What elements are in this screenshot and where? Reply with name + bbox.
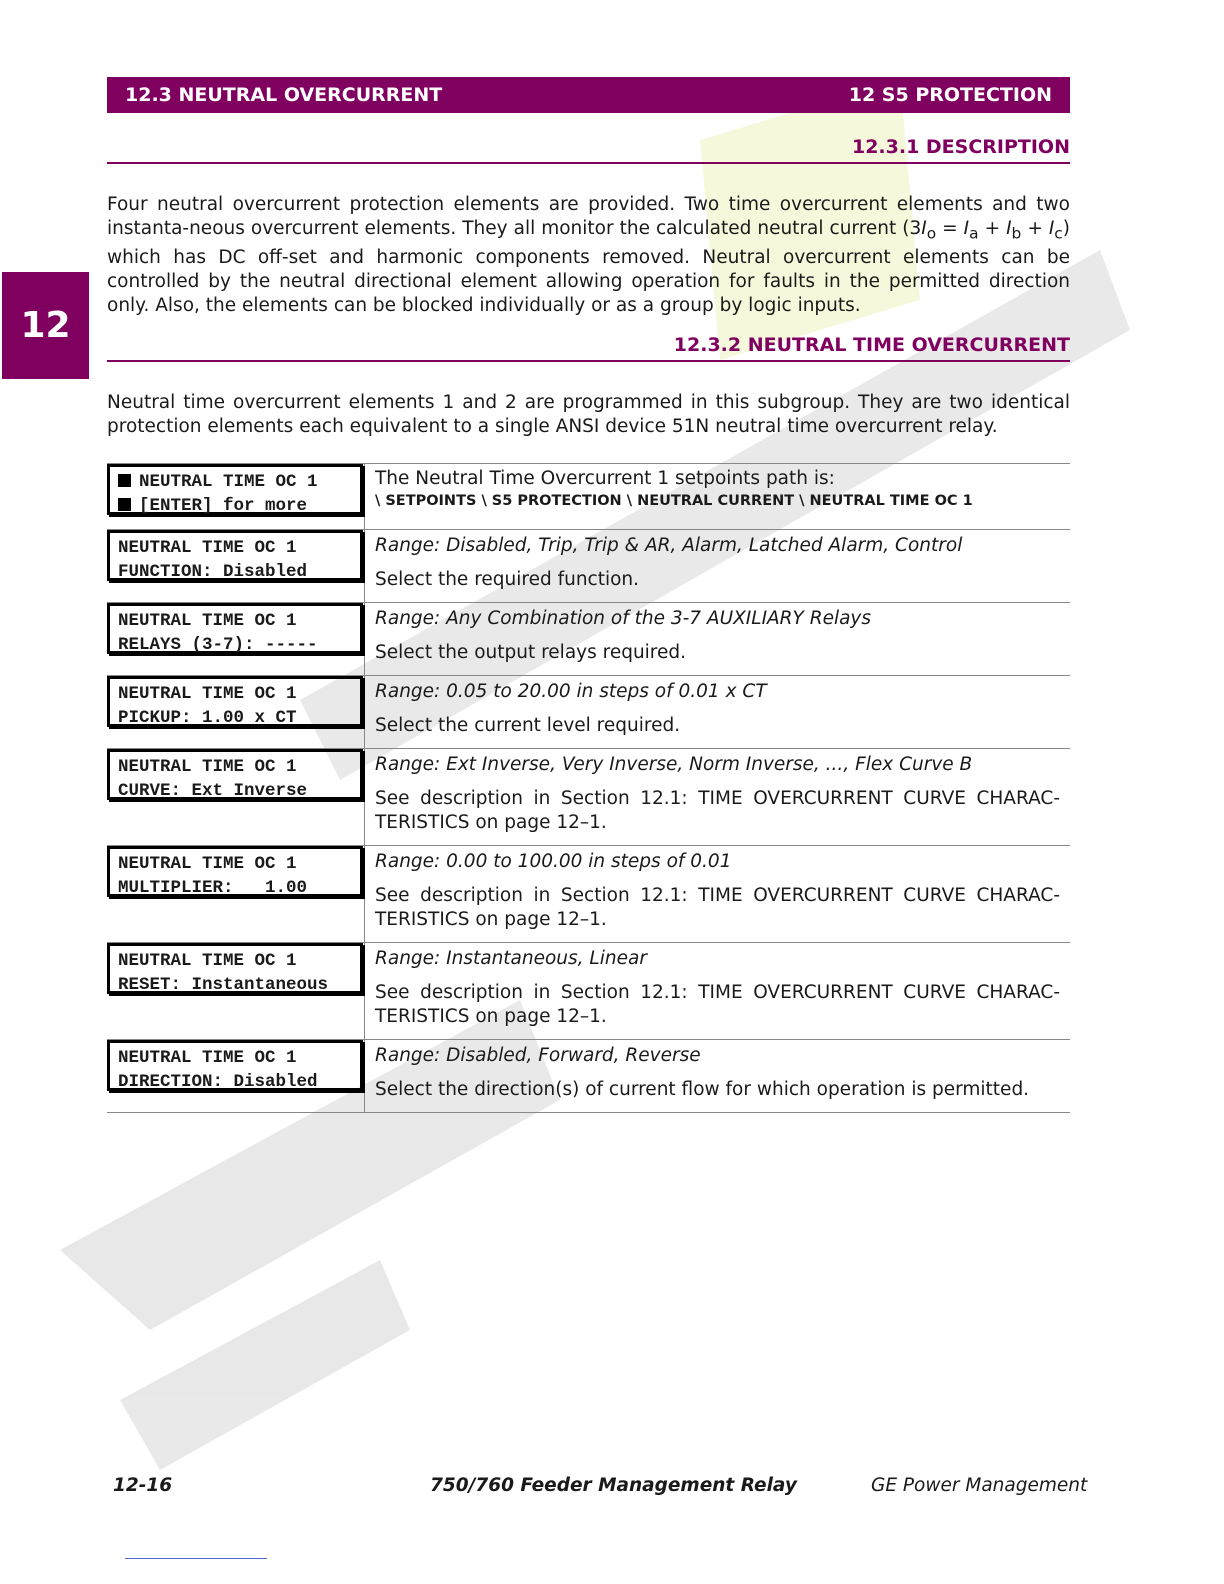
description-text: Select the required function. bbox=[375, 569, 640, 590]
table-row bbox=[107, 846, 1070, 943]
neutral-time-oc-paragraph: Neutral time overcurrent elements 1 and 2 are programmed in this subgroup. They are two identical protection elements each equivalent to a single ANSI device 51N neutral time overcurrent relay. bbox=[107, 392, 1070, 437]
page-header bbox=[107, 77, 1070, 113]
lcd-display: NEUTRAL TIME OC 1 CURVE: Ext Inverse bbox=[107, 749, 363, 800]
path-intro: The Neutral Time Overcurrent 1 setpoints path is: bbox=[375, 468, 835, 489]
table-row bbox=[107, 676, 1070, 749]
range-text: Range: 0.05 to 20.00 in steps of 0.01 x CT bbox=[375, 681, 767, 702]
range-text: Range: Instantaneous, Linear bbox=[375, 948, 647, 969]
section-title-neutral-time-overcurrent: 12.3.2 NEUTRAL TIME OVERCURRENT bbox=[107, 334, 1070, 362]
setpoints-table bbox=[107, 463, 1070, 1113]
table-row bbox=[107, 464, 1070, 530]
description-text: Select the current level required. bbox=[375, 715, 681, 736]
lcd-display: NEUTRAL TIME OC 1 MULTIPLIER: 1.00 bbox=[107, 846, 363, 897]
footer-page-number: 12-16 bbox=[113, 1475, 173, 1496]
lcd-display: NEUTRAL TIME OC 1 RELAYS (3-7): ----- bbox=[107, 603, 363, 654]
lcd-display: NEUTRAL TIME OC 1 PICKUP: 1.00 x CT bbox=[107, 676, 363, 727]
description-text: See description in Section 12.1: TIME OVERCURRENT CURVE CHARAC-TERISTICS on page 12–1. bbox=[375, 788, 1060, 833]
range-text: Range: 0.00 to 100.00 in steps of 0.01 bbox=[375, 851, 732, 872]
lcd-display: NEUTRAL TIME OC 1 DIRECTION: Disabled bbox=[107, 1040, 363, 1091]
footer-manual-title: 750/760 Feeder Management Relay bbox=[430, 1475, 797, 1496]
chapter-tab: 12 bbox=[2, 272, 89, 379]
table-row bbox=[107, 530, 1070, 603]
square-icon bbox=[118, 498, 131, 511]
description-text: See description in Section 12.1: TIME OVERCURRENT CURVE CHARAC-TERISTICS on page 12–1. bbox=[375, 982, 1060, 1027]
table-row bbox=[107, 943, 1070, 1040]
section-title-description: 12.3.1 DESCRIPTION bbox=[107, 136, 1070, 164]
range-text: Range: Any Combination of the 3-7 AUXILIARY Relays bbox=[375, 608, 872, 629]
table-row bbox=[107, 603, 1070, 676]
header-chapter-title: 12 S5 PROTECTION bbox=[848, 84, 1052, 106]
lcd-display: NEUTRAL TIME OC 1 FUNCTION: Disabled bbox=[107, 530, 363, 581]
range-text: Range: Ext Inverse, Very Inverse, Norm Inverse, ..., Flex Curve B bbox=[375, 754, 973, 775]
description-paragraph: Four neutral overcurrent protection elements are provided. Two time overcurrent elements and two instanta-neous overcurrent elements. They all monitor the calculated neutral current $(3I_o = I_a + I_b + I_c)$ which has DC off-set and harmonic components removed. Neutral overcurrent elements can be controlled by the neutral directional element allowing operation for faults in the permitted direction only. Also, the elements can be blocked individually or as a group by logic inputs. bbox=[107, 194, 1070, 316]
range-text: Range: Disabled, Trip, Trip & AR, Alarm, Latched Alarm, Control bbox=[375, 535, 963, 556]
description-text: Select the output relays required. bbox=[375, 642, 687, 663]
description-text: Select the direction(s) of current flow for which operation is permitted. bbox=[375, 1079, 1030, 1100]
footer-company: GE Power Management bbox=[871, 1475, 1088, 1496]
description-text: See description in Section 12.1: TIME OVERCURRENT CURVE CHARAC-TERISTICS on page 12–1. bbox=[375, 885, 1060, 930]
lcd-display: NEUTRAL TIME OC 1 [ENTER] for more bbox=[107, 464, 363, 515]
footer-link-underline bbox=[125, 1558, 267, 1559]
table-row bbox=[107, 1040, 1070, 1112]
header-section-title: 12.3 NEUTRAL OVERCURRENT bbox=[125, 84, 443, 106]
table-row bbox=[107, 749, 1070, 846]
square-icon bbox=[118, 474, 131, 487]
lcd-display: NEUTRAL TIME OC 1 RESET: Instantaneous bbox=[107, 943, 363, 994]
range-text: Range: Disabled, Forward, Reverse bbox=[375, 1045, 701, 1066]
setpoints-path: \ SETPOINTS \ S5 PROTECTION \ NEUTRAL CURRENT \ NEUTRAL TIME OC 1 bbox=[375, 493, 973, 509]
